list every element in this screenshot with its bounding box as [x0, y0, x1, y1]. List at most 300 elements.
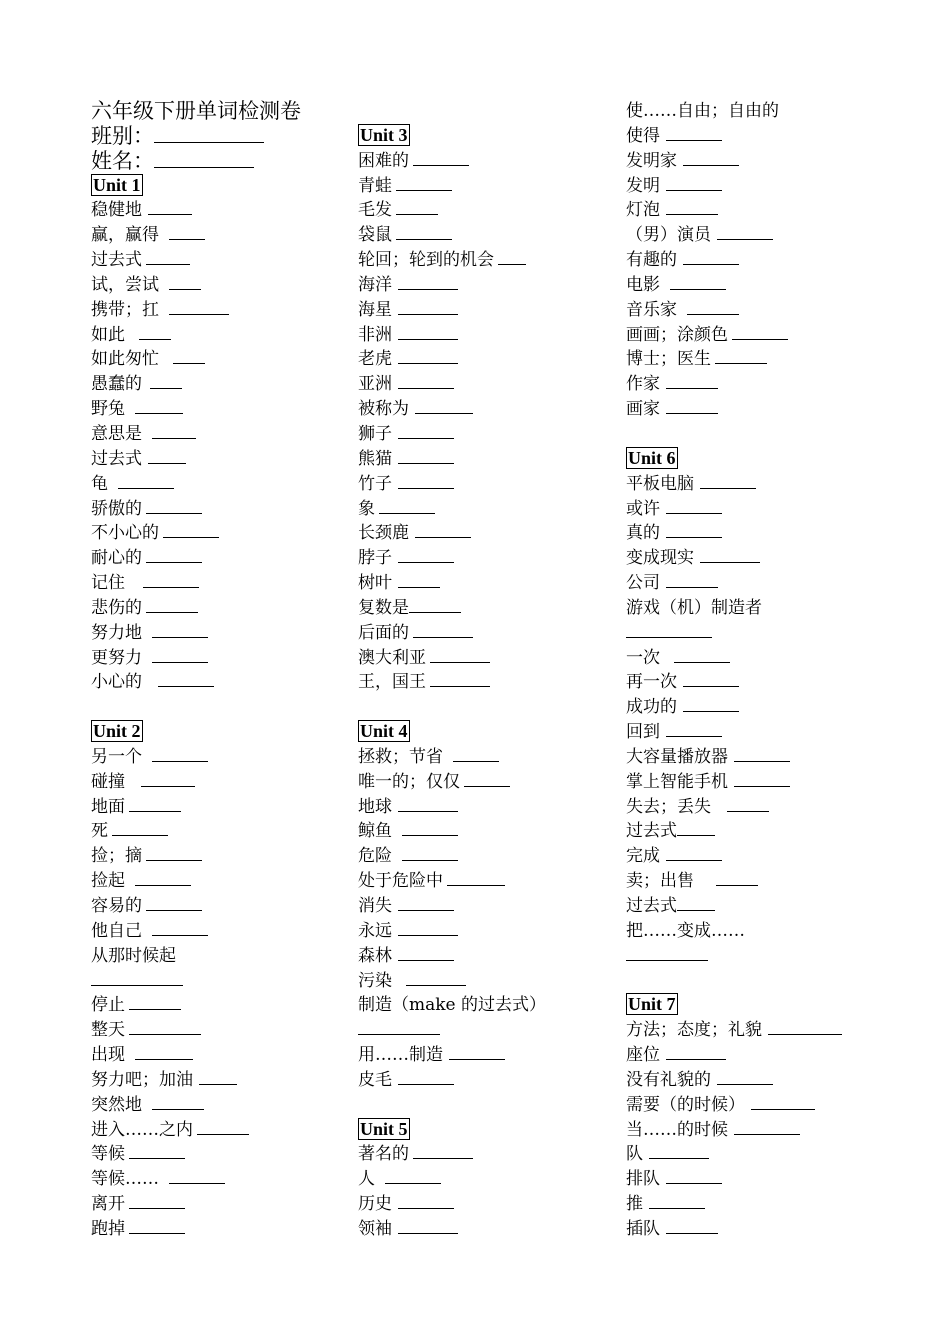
- word-prompt: 历史: [358, 1194, 392, 1215]
- word-prompt: 意思是: [91, 423, 142, 444]
- answer-blank[interactable]: [396, 198, 438, 215]
- answer-blank[interactable]: [148, 447, 186, 464]
- word-item: [91, 770, 346, 795]
- answer-blank[interactable]: [169, 273, 201, 290]
- column-1: [91, 99, 346, 1242]
- word-item: [358, 1043, 613, 1068]
- answer-blank[interactable]: [396, 174, 452, 191]
- answer-blank[interactable]: [402, 844, 458, 861]
- name-blank[interactable]: [154, 151, 254, 168]
- answer-blank[interactable]: [683, 670, 739, 687]
- word-prompt: 卖；出售: [626, 871, 694, 892]
- word-item: [626, 1217, 926, 1242]
- word-prompt: 悲伤的: [91, 597, 142, 618]
- unit-4-header: [358, 720, 613, 745]
- answer-blank[interactable]: [152, 422, 196, 439]
- word-prompt: 努力吧；加油: [91, 1069, 193, 1090]
- word-item: [91, 397, 346, 422]
- answer-blank[interactable]: [173, 347, 205, 364]
- answer-blank[interactable]: [715, 347, 767, 364]
- word-item: [626, 770, 926, 795]
- word-prompt: 整天: [91, 1020, 125, 1041]
- word-prompt: 狮子: [358, 423, 392, 444]
- word-prompt: 人: [358, 1169, 375, 1190]
- unit-6-header: [626, 447, 926, 472]
- word-item: [91, 497, 346, 522]
- answer-blank[interactable]: [398, 422, 454, 439]
- word-item: [626, 1068, 926, 1093]
- word-item: [358, 745, 613, 770]
- word-prompt: 发明家: [626, 150, 677, 171]
- word-prompt: 碰撞: [91, 771, 125, 792]
- answer-blank[interactable]: [683, 248, 739, 265]
- answer-blank[interactable]: [677, 894, 715, 911]
- word-item: [358, 273, 613, 298]
- answer-blank[interactable]: [700, 472, 756, 489]
- answer-blank[interactable]: [398, 298, 458, 315]
- word-prompt: 困难的: [358, 150, 409, 171]
- word-item: [91, 670, 346, 695]
- word-item: [626, 919, 926, 944]
- answer-blank[interactable]: [118, 472, 174, 489]
- word-item: [358, 223, 613, 248]
- answer-blank[interactable]: [666, 497, 722, 514]
- answer-blank[interactable]: [413, 1142, 473, 1159]
- answer-blank[interactable]: [449, 1043, 505, 1060]
- word-prompt: 树叶: [358, 573, 392, 594]
- word-prompt: 轮回；轮到的机会: [358, 250, 494, 271]
- word-prompt: 拯救；节省: [358, 746, 443, 767]
- answer-blank[interactable]: [674, 646, 730, 663]
- word-item: [626, 174, 926, 199]
- answer-blank[interactable]: [358, 1018, 440, 1035]
- column-2: [358, 99, 613, 1242]
- word-prompt: （男）演员: [626, 225, 711, 246]
- word-item: [358, 347, 613, 372]
- answer-blank[interactable]: [687, 298, 739, 315]
- word-item: [91, 422, 346, 447]
- class-blank[interactable]: [154, 126, 264, 143]
- word-item: [626, 819, 926, 844]
- word-item: [626, 1167, 926, 1192]
- word-item: [358, 546, 613, 571]
- word-prompt: 稳健地: [91, 200, 142, 221]
- answer-blank[interactable]: [146, 546, 202, 563]
- answer-blank[interactable]: [683, 149, 739, 166]
- answer-blank[interactable]: [430, 646, 490, 663]
- word-prompt: 再一次: [626, 672, 677, 693]
- wrapped-blank-line: [626, 621, 926, 646]
- answer-blank[interactable]: [398, 372, 454, 389]
- word-prompt: 如此匆忙: [91, 349, 159, 370]
- answer-blank[interactable]: [152, 1093, 204, 1110]
- word-prompt: 耐心的: [91, 548, 142, 569]
- word-prompt: 永远: [358, 920, 392, 941]
- answer-blank[interactable]: [768, 1018, 842, 1035]
- word-prompt: 失去；丢失: [626, 796, 711, 817]
- word-prompt: 突然地: [91, 1094, 142, 1115]
- word-prompt: 需要（的时候）: [626, 1094, 745, 1115]
- word-item: [626, 372, 926, 397]
- answer-blank[interactable]: [150, 372, 182, 389]
- word-prompt: 离开: [91, 1194, 125, 1215]
- word-item: [91, 1093, 346, 1118]
- word-item: [91, 596, 346, 621]
- answer-blank[interactable]: [413, 621, 473, 638]
- word-prompt: 用……制造: [358, 1045, 443, 1066]
- word-item: [91, 198, 346, 223]
- word-prompt: 游戏（机）制造者: [626, 597, 762, 618]
- answer-blank[interactable]: [464, 770, 510, 787]
- unit-1-header: [91, 174, 346, 199]
- word-item: [91, 273, 346, 298]
- word-item: [626, 844, 926, 869]
- word-item: [626, 149, 926, 174]
- answer-blank[interactable]: [129, 795, 181, 812]
- answer-blank[interactable]: [129, 1142, 185, 1159]
- word-item: [358, 497, 613, 522]
- word-item: [626, 397, 926, 422]
- answer-blank[interactable]: [146, 497, 202, 514]
- answer-blank[interactable]: [146, 596, 198, 613]
- word-item: [91, 621, 346, 646]
- word-prompt: 被称为: [358, 399, 409, 420]
- answer-blank[interactable]: [398, 795, 458, 812]
- answer-blank[interactable]: [163, 521, 219, 538]
- answer-blank[interactable]: [626, 621, 712, 638]
- word-item: [91, 323, 346, 348]
- word-item: [358, 323, 613, 348]
- word-item: [358, 174, 613, 199]
- unit-7-header: [626, 993, 926, 1018]
- word-prompt: 野兔: [91, 399, 125, 420]
- word-item: [91, 248, 346, 273]
- answer-blank[interactable]: [700, 546, 760, 563]
- answer-blank[interactable]: [430, 670, 490, 687]
- word-item: [626, 198, 926, 223]
- word-item: [91, 646, 346, 671]
- word-item: [358, 571, 613, 596]
- word-item: [358, 447, 613, 472]
- answer-blank[interactable]: [135, 869, 191, 886]
- answer-blank[interactable]: [666, 397, 718, 414]
- answer-blank[interactable]: [727, 795, 769, 812]
- word-prompt: 青蛙: [358, 175, 392, 196]
- word-prompt: 小心的: [91, 672, 142, 693]
- word-item: [358, 844, 613, 869]
- answer-blank[interactable]: [666, 521, 722, 538]
- word-prompt: 制造（make 的过去式）: [358, 995, 547, 1016]
- word-prompt: 过去式: [626, 821, 677, 842]
- word-item: [358, 1142, 613, 1167]
- answer-blank[interactable]: [146, 248, 190, 265]
- word-prompt: 过去式: [626, 896, 677, 916]
- word-item: [91, 795, 346, 820]
- word-item: [91, 1068, 346, 1093]
- word-item: [626, 1142, 926, 1167]
- word-item: [91, 1167, 346, 1192]
- unit-3-header: [358, 124, 613, 149]
- answer-blank[interactable]: [398, 1217, 458, 1234]
- word-item: [91, 298, 346, 323]
- class-field: [91, 124, 346, 149]
- answer-blank[interactable]: [666, 124, 722, 141]
- answer-blank[interactable]: [398, 1192, 454, 1209]
- word-item: [91, 844, 346, 869]
- word-item: [358, 1217, 613, 1242]
- word-item: [626, 99, 926, 124]
- word-prompt: 平板电脑: [626, 473, 694, 494]
- word-item: [358, 969, 613, 994]
- word-item: [91, 1118, 346, 1143]
- answer-blank[interactable]: [398, 347, 458, 364]
- unit-2-label: Unit 2: [93, 721, 141, 742]
- word-item: [91, 869, 346, 894]
- answer-blank[interactable]: [666, 571, 718, 588]
- answer-blank[interactable]: [413, 149, 469, 166]
- answer-blank[interactable]: [129, 993, 181, 1010]
- word-item: [358, 869, 613, 894]
- answer-blank[interactable]: [398, 546, 454, 563]
- answer-blank[interactable]: [415, 521, 471, 538]
- word-prompt: 消失: [358, 896, 392, 916]
- word-prompt: 亚洲: [358, 374, 392, 395]
- answer-blank[interactable]: [398, 273, 458, 290]
- answer-blank[interactable]: [666, 1167, 722, 1184]
- answer-blank[interactable]: [666, 720, 722, 737]
- word-prompt: 等候: [91, 1144, 125, 1165]
- word-prompt: 象: [358, 498, 375, 519]
- word-prompt: 队: [626, 1144, 643, 1165]
- answer-blank[interactable]: [666, 174, 722, 191]
- word-prompt: 他自己: [91, 920, 142, 941]
- answer-blank[interactable]: [169, 223, 205, 240]
- word-prompt: 回到: [626, 722, 660, 743]
- word-item: [91, 1192, 346, 1217]
- answer-blank[interactable]: [143, 571, 199, 588]
- answer-blank[interactable]: [732, 323, 788, 340]
- word-prompt: 愚蠢的: [91, 374, 142, 395]
- answer-blank[interactable]: [152, 919, 208, 936]
- answer-blank[interactable]: [129, 1217, 185, 1234]
- answer-blank[interactable]: [406, 969, 466, 986]
- answer-blank[interactable]: [649, 1142, 709, 1159]
- word-prompt: 公司: [626, 573, 660, 594]
- answer-blank[interactable]: [129, 1192, 185, 1209]
- word-item: [626, 323, 926, 348]
- answer-blank[interactable]: [447, 869, 505, 886]
- word-prompt: 推: [626, 1194, 643, 1215]
- answer-blank[interactable]: [398, 323, 458, 340]
- word-prompt: 熊猫: [358, 448, 392, 469]
- word-item: [358, 944, 613, 969]
- answer-blank[interactable]: [398, 571, 440, 588]
- word-prompt: 跑掉: [91, 1218, 125, 1239]
- word-item: [358, 472, 613, 497]
- word-prompt: 王，国王: [358, 672, 426, 693]
- answer-blank[interactable]: [666, 844, 722, 861]
- answer-blank[interactable]: [152, 646, 208, 663]
- answer-blank[interactable]: [158, 670, 214, 687]
- word-prompt: 捡起: [91, 871, 125, 892]
- word-item: [91, 944, 346, 969]
- word-item: [626, 472, 926, 497]
- word-item: [91, 571, 346, 596]
- word-item: [626, 670, 926, 695]
- word-prompt: 骄傲的: [91, 498, 142, 519]
- word-prompt: 成功的: [626, 697, 677, 718]
- answer-blank[interactable]: [409, 596, 461, 613]
- answer-blank[interactable]: [498, 248, 526, 265]
- word-prompt: 著名的: [358, 1144, 409, 1165]
- word-prompt: 变成现实: [626, 548, 694, 569]
- word-item: [358, 819, 613, 844]
- word-item: [358, 621, 613, 646]
- answer-blank[interactable]: [396, 223, 452, 240]
- answer-blank[interactable]: [734, 1118, 800, 1135]
- answer-blank[interactable]: [398, 944, 454, 961]
- word-item: [358, 1192, 613, 1217]
- word-prompt: 皮毛: [358, 1069, 392, 1090]
- word-item: [626, 571, 926, 596]
- answer-blank[interactable]: [666, 1043, 726, 1060]
- answer-blank[interactable]: [169, 1167, 225, 1184]
- answer-blank[interactable]: [453, 745, 499, 762]
- word-prompt: 如此: [91, 324, 125, 345]
- answer-blank[interactable]: [683, 695, 739, 712]
- word-item: [626, 546, 926, 571]
- word-item: [358, 596, 613, 621]
- answer-blank[interactable]: [402, 819, 458, 836]
- answer-blank[interactable]: [146, 894, 202, 911]
- answer-blank[interactable]: [152, 745, 208, 762]
- answer-blank[interactable]: [135, 397, 183, 414]
- word-prompt: 画家: [626, 399, 660, 420]
- word-prompt: 音乐家: [626, 299, 677, 320]
- answer-blank[interactable]: [751, 1093, 815, 1110]
- word-prompt: 努力地: [91, 622, 142, 643]
- answer-blank[interactable]: [670, 273, 726, 290]
- word-prompt: 不小心的: [91, 523, 159, 544]
- answer-blank[interactable]: [385, 1167, 441, 1184]
- answer-blank[interactable]: [398, 472, 454, 489]
- unit-6-label: Unit 6: [628, 447, 676, 468]
- word-item: [626, 695, 926, 720]
- answer-blank[interactable]: [666, 372, 718, 389]
- answer-blank[interactable]: [666, 198, 718, 215]
- wrapped-blank-line: [626, 944, 926, 969]
- word-item: [626, 646, 926, 671]
- word-prompt: 污染: [358, 970, 392, 991]
- word-prompt: 等候……: [91, 1169, 159, 1190]
- answer-blank[interactable]: [398, 447, 454, 464]
- column-3: [626, 99, 926, 1242]
- word-prompt: 出现: [91, 1045, 125, 1066]
- word-prompt: 处于危险中: [358, 871, 443, 892]
- word-prompt: 后面的: [358, 622, 409, 643]
- answer-blank[interactable]: [734, 770, 790, 787]
- word-prompt: 或许: [626, 498, 660, 519]
- word-prompt: 方法；态度；礼貌: [626, 1020, 762, 1041]
- answer-blank[interactable]: [169, 298, 229, 315]
- answer-blank[interactable]: [415, 397, 473, 414]
- word-prompt: 掌上智能手机: [626, 771, 728, 792]
- word-prompt: 从那时候起: [91, 945, 176, 966]
- answer-blank[interactable]: [129, 1018, 201, 1035]
- word-item: [626, 273, 926, 298]
- word-prompt: 龟: [91, 473, 108, 494]
- unit-3-label: Unit 3: [360, 124, 408, 145]
- word-prompt: 插队: [626, 1218, 660, 1239]
- answer-blank[interactable]: [398, 919, 458, 936]
- answer-blank[interactable]: [152, 621, 208, 638]
- word-item: [626, 596, 926, 621]
- word-prompt: 赢，赢得: [91, 225, 159, 246]
- word-prompt: 唯一的；仅仅: [358, 771, 460, 792]
- word-item: [358, 1068, 613, 1093]
- answer-blank[interactable]: [398, 1068, 454, 1085]
- wrapped-blank-line: [91, 969, 346, 994]
- word-prompt: 博士；医生: [626, 349, 711, 370]
- answer-blank[interactable]: [135, 1043, 193, 1060]
- word-prompt: 另一个: [91, 746, 142, 767]
- answer-blank[interactable]: [112, 819, 168, 836]
- answer-blank[interactable]: [379, 497, 435, 514]
- word-prompt: 座位: [626, 1045, 660, 1066]
- word-prompt: 领袖: [358, 1218, 392, 1239]
- word-prompt: 更努力: [91, 647, 142, 668]
- answer-blank[interactable]: [197, 1118, 249, 1135]
- answer-blank[interactable]: [734, 745, 790, 762]
- word-prompt: 地面: [91, 796, 125, 817]
- answer-blank[interactable]: [199, 1068, 237, 1085]
- word-prompt: 试，尝试: [91, 274, 159, 295]
- answer-blank[interactable]: [398, 894, 454, 911]
- word-item: [91, 472, 346, 497]
- answer-blank[interactable]: [666, 1217, 718, 1234]
- word-prompt: 竹子: [358, 473, 392, 494]
- word-item: [358, 770, 613, 795]
- answer-blank[interactable]: [148, 198, 192, 215]
- page-title: 六年级下册单词检测卷: [91, 99, 301, 123]
- answer-blank[interactable]: [717, 223, 773, 240]
- word-prompt: 捡；摘: [91, 846, 142, 867]
- answer-blank[interactable]: [626, 944, 708, 961]
- word-prompt: 有趣的: [626, 250, 677, 271]
- word-prompt: 过去式: [91, 250, 142, 271]
- answer-blank[interactable]: [649, 1192, 705, 1209]
- answer-blank[interactable]: [141, 770, 195, 787]
- word-prompt: 作家: [626, 374, 660, 395]
- word-prompt: 海星: [358, 299, 392, 320]
- answer-blank[interactable]: [139, 323, 171, 340]
- word-item: [91, 894, 346, 919]
- answer-blank[interactable]: [146, 844, 202, 861]
- name-label: 姓名：: [91, 148, 154, 173]
- answer-blank[interactable]: [717, 1068, 773, 1085]
- word-prompt: 鲸鱼: [358, 821, 392, 842]
- answer-blank[interactable]: [677, 819, 715, 836]
- word-item: [91, 372, 346, 397]
- word-item: [358, 372, 613, 397]
- word-prompt: 停止: [91, 995, 125, 1016]
- word-prompt: 复数是: [358, 597, 409, 618]
- answer-blank[interactable]: [716, 869, 758, 886]
- word-prompt: 死: [91, 821, 108, 842]
- answer-blank[interactable]: [91, 969, 183, 986]
- word-item: [626, 1043, 926, 1068]
- word-item: [358, 248, 613, 273]
